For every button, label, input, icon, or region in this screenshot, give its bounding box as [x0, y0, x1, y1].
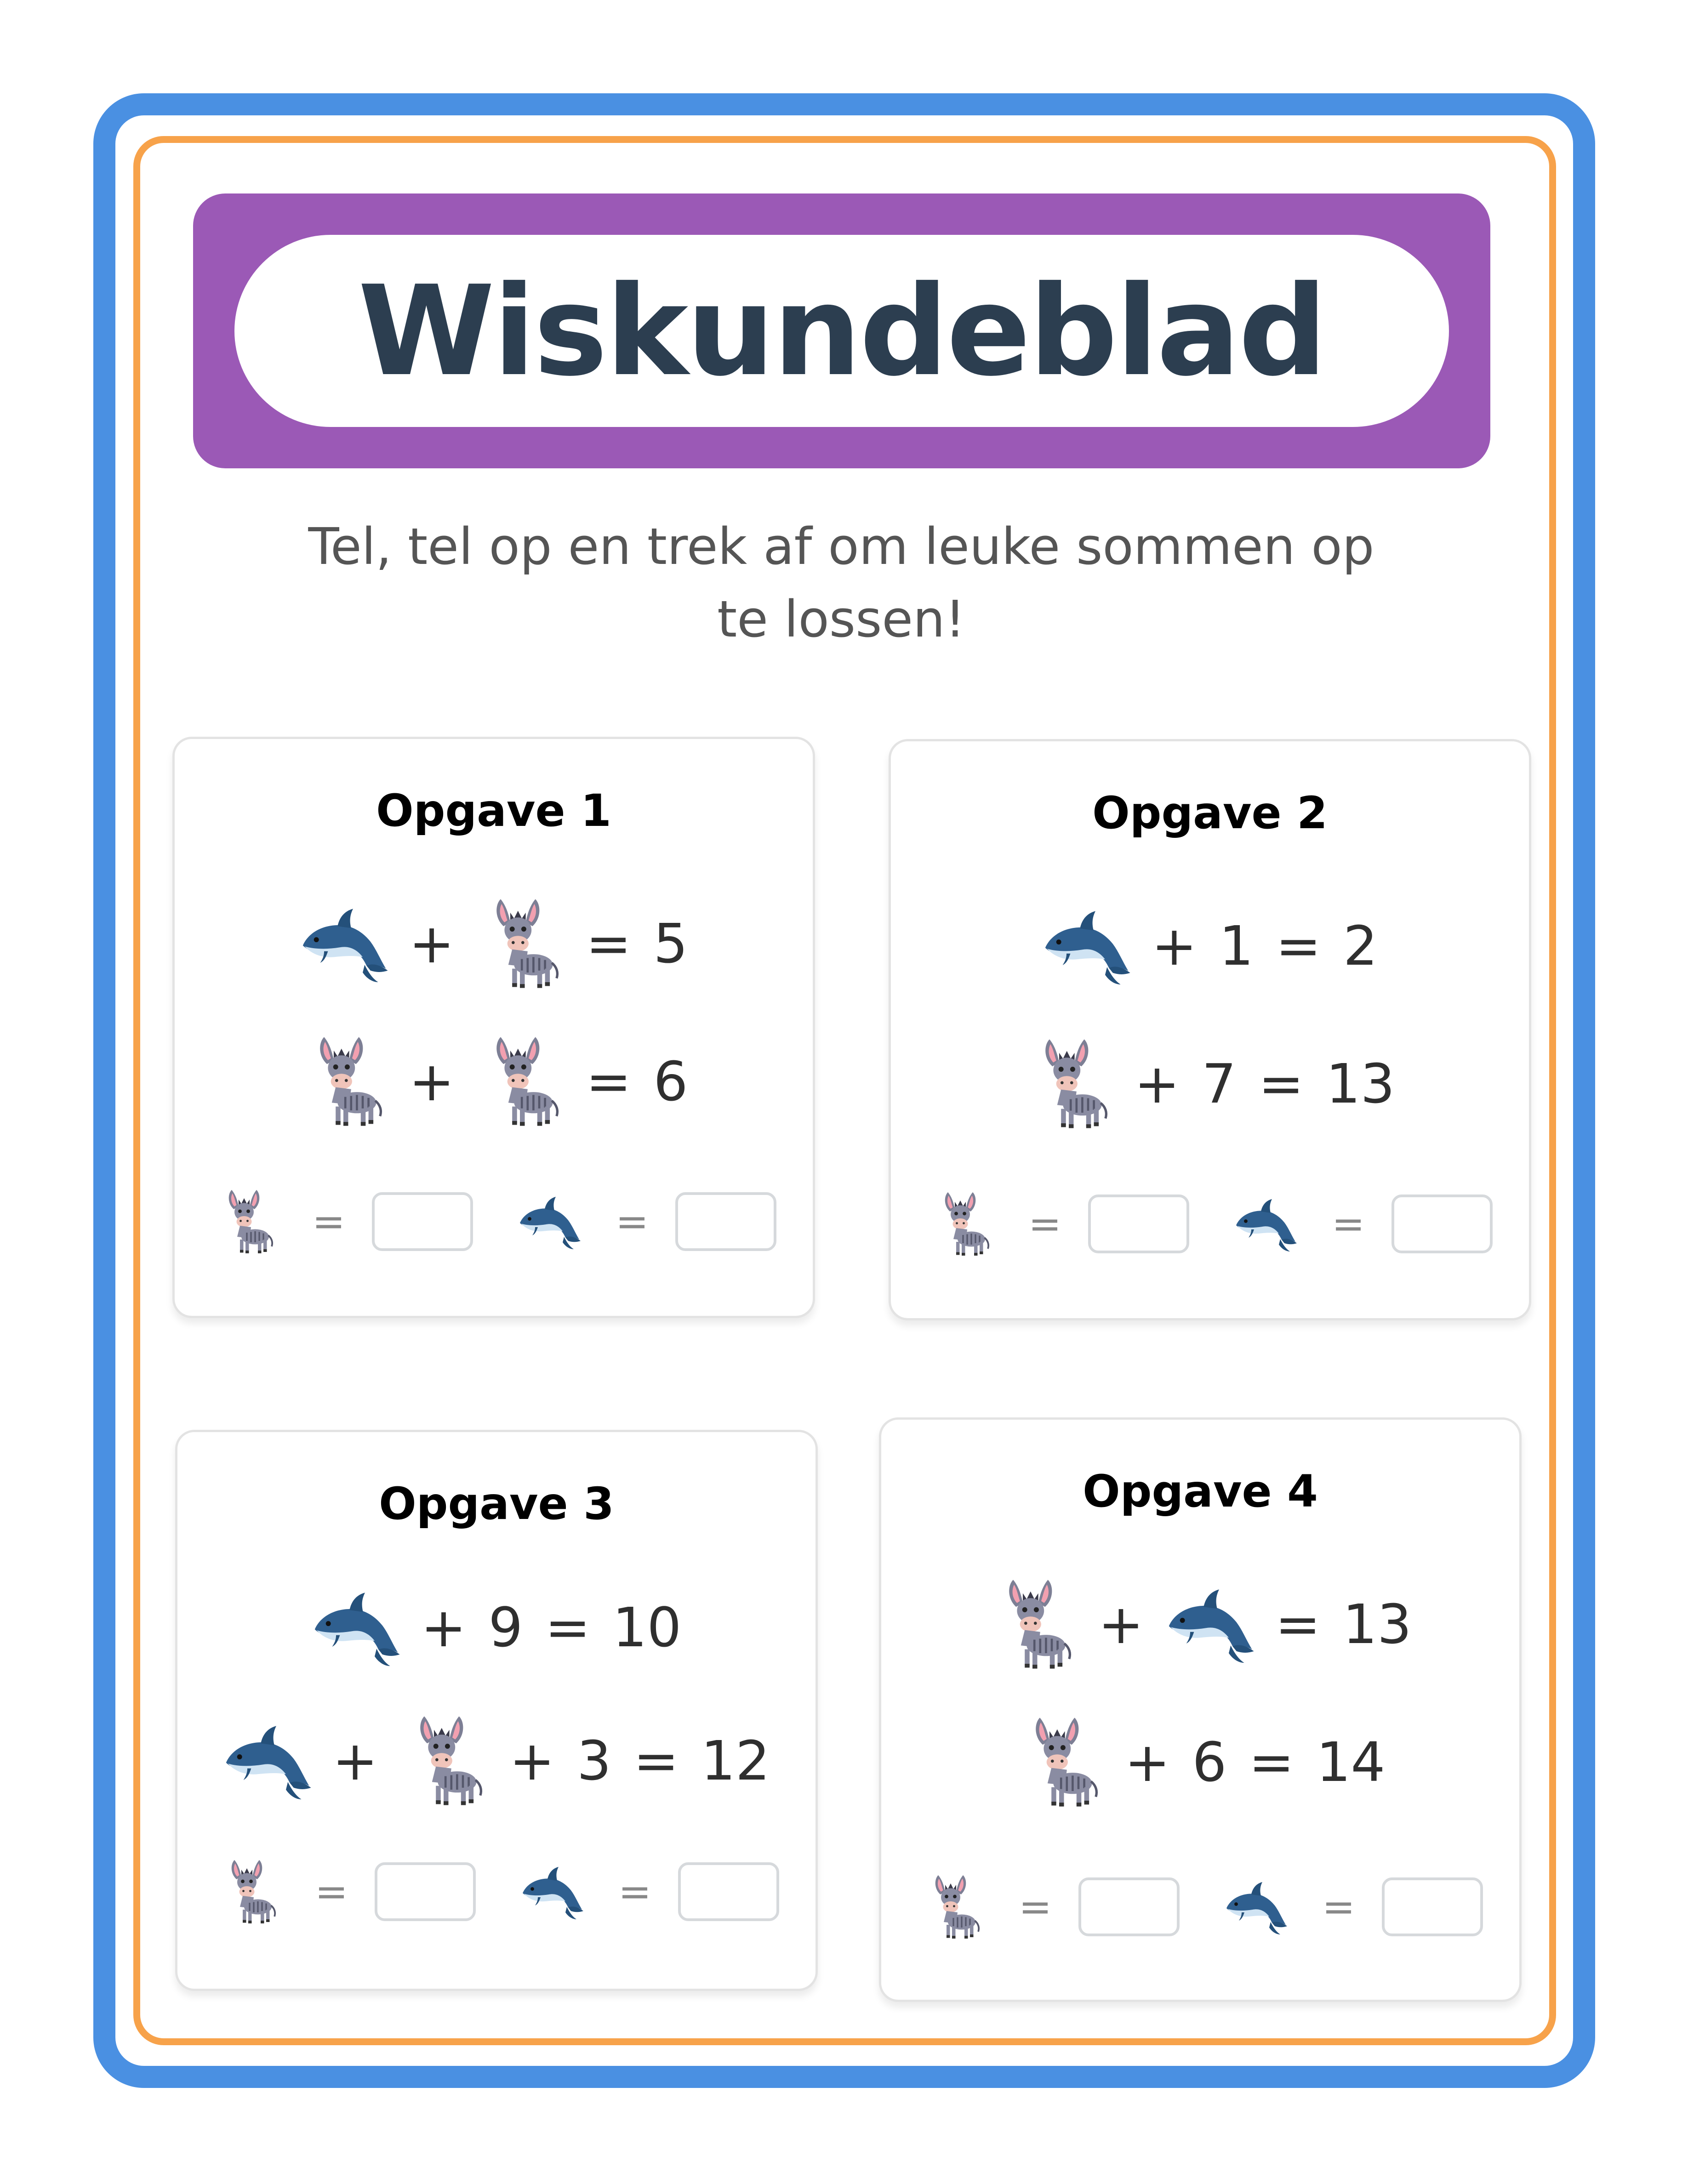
donkey-icon [472, 891, 568, 996]
equation-row [881, 1571, 1519, 1677]
equals-sign: = [1018, 1884, 1052, 1930]
problem-title: Opgave 3 [379, 1478, 614, 1530]
equation-number: 3 [576, 1729, 611, 1792]
dolphin-icon [295, 891, 392, 996]
instructions: Tel, tel op en trek af om leuke sommen op te lossen! [308, 517, 1374, 648]
equation-row [891, 893, 1529, 999]
equals-sign: = [545, 1596, 591, 1659]
equation-row [881, 1709, 1519, 1815]
dolphin-answer-box[interactable] [1382, 1877, 1483, 1936]
plus-sign: + [421, 1596, 467, 1659]
donkey-icon [927, 1185, 996, 1263]
equals-sign: = [586, 912, 632, 975]
donkey-icon [295, 1029, 392, 1134]
equals-sign: = [1332, 1201, 1365, 1247]
equation-number: 1 [1219, 914, 1254, 978]
donkey-icon [395, 1708, 492, 1814]
equals-sign: = [586, 1050, 632, 1113]
dolphin-icon [307, 1575, 404, 1680]
problem-title: Opgave 2 [1092, 787, 1328, 839]
equation-row [175, 1029, 813, 1134]
equation-result: 13 [1326, 1052, 1395, 1115]
page-title: Wiskundeblad [358, 258, 1326, 404]
plus-sign: + [332, 1729, 378, 1792]
donkey-icon [1011, 1709, 1107, 1815]
plus-sign: + [1098, 1592, 1144, 1656]
equation-result: 13 [1342, 1592, 1412, 1656]
problem-title: Opgave 1 [376, 785, 611, 836]
answer-row [175, 1183, 813, 1261]
equals-sign: = [314, 1869, 348, 1915]
equation-row [891, 1031, 1529, 1137]
equation-result: 12 [701, 1729, 770, 1792]
dolphin-icon [1038, 893, 1134, 999]
equals-sign: = [616, 1199, 649, 1245]
answer-row [881, 1868, 1519, 1946]
equals-sign: = [1258, 1052, 1304, 1115]
equation-result: 10 [612, 1596, 682, 1659]
equals-sign: = [1322, 1884, 1356, 1930]
donkey-answer-box[interactable] [1088, 1194, 1189, 1253]
plus-sign: + [1152, 914, 1197, 978]
equation-result: 14 [1316, 1730, 1386, 1794]
donkey-icon [984, 1571, 1081, 1677]
equation-result: 5 [653, 912, 688, 975]
equation-row [175, 891, 813, 996]
dolphin-icon [1231, 1185, 1300, 1263]
problem-title: Opgave 4 [1083, 1466, 1318, 1517]
dolphin-answer-box[interactable] [1391, 1194, 1493, 1253]
donkey-answer-box[interactable] [372, 1192, 473, 1251]
equation-number: 7 [1202, 1052, 1237, 1115]
equals-sign: = [312, 1199, 345, 1245]
equation-row [177, 1708, 815, 1814]
donkey-answer-box[interactable] [375, 1862, 476, 1921]
problem-card-4 [879, 1417, 1522, 2002]
equation-number: 9 [488, 1596, 523, 1659]
equals-sign: = [1276, 914, 1321, 978]
problem-card-3 [175, 1430, 818, 1991]
equation-number: 6 [1192, 1730, 1227, 1794]
equation-result: 6 [653, 1050, 688, 1113]
answer-row [177, 1853, 815, 1931]
title-banner [193, 193, 1490, 468]
dolphin-icon [1161, 1571, 1258, 1677]
equals-sign: = [618, 1869, 652, 1915]
equation-result: 2 [1343, 914, 1378, 978]
problem-card-2 [889, 739, 1531, 1320]
plus-sign: + [1124, 1730, 1170, 1794]
dolphin-icon [517, 1853, 586, 1931]
donkey-icon [918, 1868, 987, 1946]
equals-sign: = [633, 1729, 679, 1792]
plus-sign: + [409, 1050, 455, 1113]
donkey-icon [214, 1853, 283, 1931]
problem-card-1 [172, 737, 815, 1318]
dolphin-icon [514, 1183, 583, 1261]
plus-sign: + [409, 912, 455, 975]
equals-sign: = [1249, 1730, 1295, 1794]
equation-row [177, 1575, 815, 1680]
plus-sign: + [509, 1729, 555, 1792]
donkey-answer-box[interactable] [1078, 1877, 1180, 1936]
equals-sign: = [1028, 1201, 1061, 1247]
dolphin-icon [1221, 1868, 1290, 1946]
equals-sign: = [1275, 1592, 1321, 1656]
plus-sign: + [1134, 1052, 1180, 1115]
donkey-icon [211, 1183, 280, 1261]
donkey-icon [472, 1029, 568, 1134]
answer-row [891, 1185, 1529, 1263]
dolphin-answer-box[interactable] [678, 1862, 779, 1921]
donkey-icon [1021, 1031, 1117, 1137]
dolphin-icon [218, 1708, 315, 1814]
dolphin-answer-box[interactable] [675, 1192, 776, 1251]
title-pill [234, 235, 1449, 427]
